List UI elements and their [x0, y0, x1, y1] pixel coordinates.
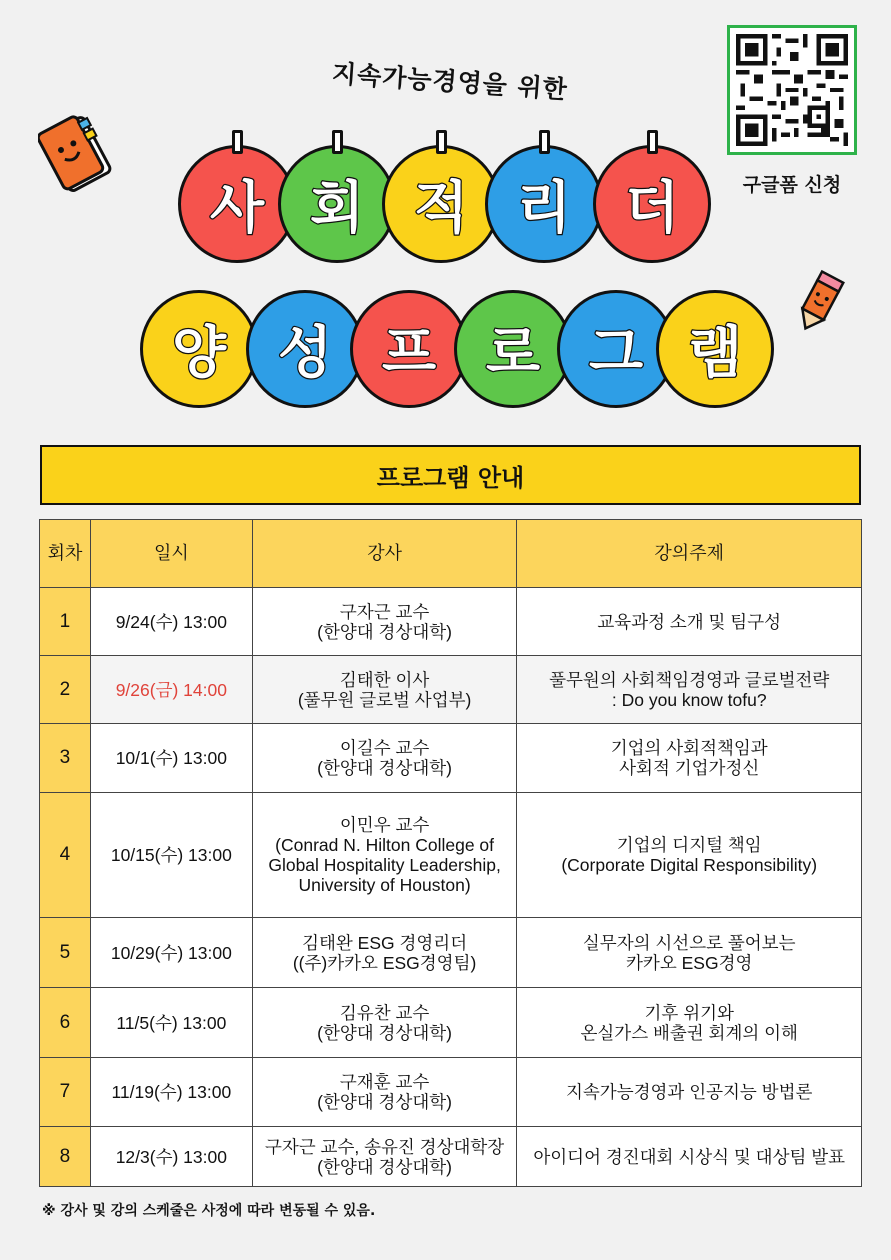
lecturer-line: University of Houston) — [298, 875, 471, 895]
topic-cell — [517, 656, 862, 724]
topic-cell — [517, 724, 862, 793]
lecturer-line: 구재훈 교수 — [339, 1072, 430, 1092]
topic-line: 사회적 기업가정신 — [619, 758, 760, 778]
topic-line: 기업의 디지털 책임 — [616, 835, 762, 855]
lecturer-cell — [252, 656, 517, 724]
title-char: 그 — [588, 321, 644, 386]
lecturer-cell — [252, 1058, 517, 1127]
title-circle — [140, 290, 258, 408]
title-char: 프 — [381, 321, 437, 386]
qr-code-image — [736, 34, 848, 146]
header-topic: 강의주제 — [517, 520, 862, 588]
hanger-hook — [436, 130, 447, 154]
title-char: 적 — [413, 176, 469, 241]
topic-line: 지속가능경영과 인공지능 방법론 — [566, 1082, 813, 1102]
lecturer-line: (한양대 경상대학) — [317, 621, 453, 642]
hanger-hook — [647, 130, 658, 154]
lecturer-line: 김유찬 교수 — [339, 1002, 430, 1023]
title-char: 램 — [687, 321, 743, 386]
lecturer-cell — [252, 588, 517, 656]
hanger-hook — [332, 130, 343, 154]
hanger-hook — [539, 130, 550, 154]
pencil-icon — [792, 266, 848, 336]
date-cell: 9/26(금) 14:00 — [90, 656, 252, 724]
program-banner: 프로그램 안내 — [40, 445, 861, 505]
title-char: 양 — [171, 321, 227, 386]
table-row — [40, 918, 862, 988]
title-circle — [656, 290, 774, 408]
header-lecturer: 강사 — [252, 520, 517, 588]
lecturer-cell — [252, 793, 517, 918]
table-row — [40, 793, 862, 918]
table-row — [40, 656, 862, 724]
date-cell: 10/1(수) 13:00 — [90, 724, 252, 793]
lecturer-line: (한양대 경상대학) — [317, 1092, 453, 1112]
round-cell: 1 — [40, 588, 91, 656]
title-char: 회 — [309, 176, 365, 241]
qr-code[interactable] — [727, 25, 857, 155]
topic-cell — [517, 1127, 862, 1187]
date-cell: 11/5(수) 13:00 — [90, 988, 252, 1058]
topic-line: : Do you know tofu? — [611, 689, 767, 710]
topic-line: 기업의 사회적책임과 — [610, 738, 768, 758]
lecturer-line: Global Hospitality Leadership, — [268, 855, 501, 875]
table-row — [40, 988, 862, 1058]
title-char: 더 — [624, 176, 680, 241]
qr-label: 구글폼 신청 — [742, 174, 842, 196]
lecturer-line: (한양대 경상대학) — [317, 758, 453, 778]
table-row — [40, 1127, 862, 1187]
lecturer-line: (한양대 경상대학) — [317, 1022, 453, 1043]
lecturer-cell — [252, 918, 517, 988]
date-cell: 12/3(수) 13:00 — [90, 1127, 252, 1187]
lecturer-line: 구자근 교수, 송유진 경상대학장 — [264, 1136, 505, 1157]
lecturer-line: (한양대 경상대학) — [317, 1156, 453, 1177]
date-cell: 10/15(수) 13:00 — [90, 793, 252, 918]
hanger-hook — [232, 130, 243, 154]
title-char: 사 — [209, 176, 265, 241]
header-round: 회차 — [40, 520, 91, 588]
footnote: ※ 강사 및 강의 스케줄은 사정에 따라 변동될 수 있음. — [42, 1203, 376, 1219]
lecturer-line: (풀무원 글로벌 사업부) — [297, 689, 472, 710]
round-cell: 4 — [40, 793, 91, 918]
topic-cell — [517, 1058, 862, 1127]
title-circle — [593, 145, 711, 263]
topic-line: 기후 위기와 — [644, 1002, 734, 1023]
topic-line: 아이디어 경진대회 시상식 및 대상팀 발표 — [533, 1146, 846, 1167]
round-cell: 5 — [40, 918, 91, 988]
lecturer-cell — [252, 1127, 517, 1187]
round-cell: 7 — [40, 1058, 91, 1127]
topic-line: 온실가스 배출권 회계의 이해 — [580, 1022, 798, 1043]
title-circle — [382, 145, 500, 263]
topic-line: 실무자의 시선으로 풀어보는 — [582, 932, 796, 953]
lecturer-line: 김태완 ESG 경영리더 — [302, 932, 468, 953]
title-char: 리 — [516, 176, 572, 241]
topic-cell — [517, 588, 862, 656]
round-cell: 6 — [40, 988, 91, 1058]
lecturer-cell — [252, 988, 517, 1058]
table-header-row — [40, 520, 862, 588]
lecturer-line: 구자근 교수 — [339, 601, 430, 622]
title-char: 로 — [485, 321, 541, 386]
table-row — [40, 1058, 862, 1127]
topic-cell — [517, 918, 862, 988]
round-cell: 8 — [40, 1127, 91, 1187]
lecturer-line: 이길수 교수 — [339, 738, 430, 758]
lecturer-cell — [252, 724, 517, 793]
lecturer-line: 이민우 교수 — [339, 815, 430, 835]
schedule-table — [39, 519, 862, 1187]
title-circle — [485, 145, 603, 263]
date-cell: 9/24(수) 13:00 — [90, 588, 252, 656]
table-row — [40, 724, 862, 793]
title-circle — [350, 290, 468, 408]
topic-cell — [517, 988, 862, 1058]
topic-line: 카카오 ESG경영 — [626, 952, 753, 973]
round-cell: 3 — [40, 724, 91, 793]
lecturer-line: 김태한 이사 — [339, 669, 430, 690]
date-cell: 11/19(수) 13:00 — [90, 1058, 252, 1127]
topic-cell — [517, 793, 862, 918]
round-cell: 2 — [40, 656, 91, 724]
program-subtitle: 지속가능경영을 위한 — [331, 58, 569, 105]
notebook-icon — [38, 108, 120, 200]
title-circle — [454, 290, 572, 408]
title-char: 성 — [277, 321, 333, 386]
topic-line: 교육과정 소개 및 팀구성 — [597, 611, 782, 632]
date-cell: 10/29(수) 13:00 — [90, 918, 252, 988]
title-circle — [278, 145, 396, 263]
topic-line: 풀무원의 사회책임경영과 글로벌전략 — [549, 669, 830, 690]
table-row — [40, 588, 862, 656]
topic-line: (Corporate Digital Responsibility) — [561, 855, 818, 875]
lecturer-line: ((주)카카오 ESG경영팀) — [292, 952, 477, 973]
title-circle — [246, 290, 364, 408]
header-date: 일시 — [90, 520, 252, 588]
lecturer-line: (Conrad N. Hilton College of — [275, 835, 495, 855]
